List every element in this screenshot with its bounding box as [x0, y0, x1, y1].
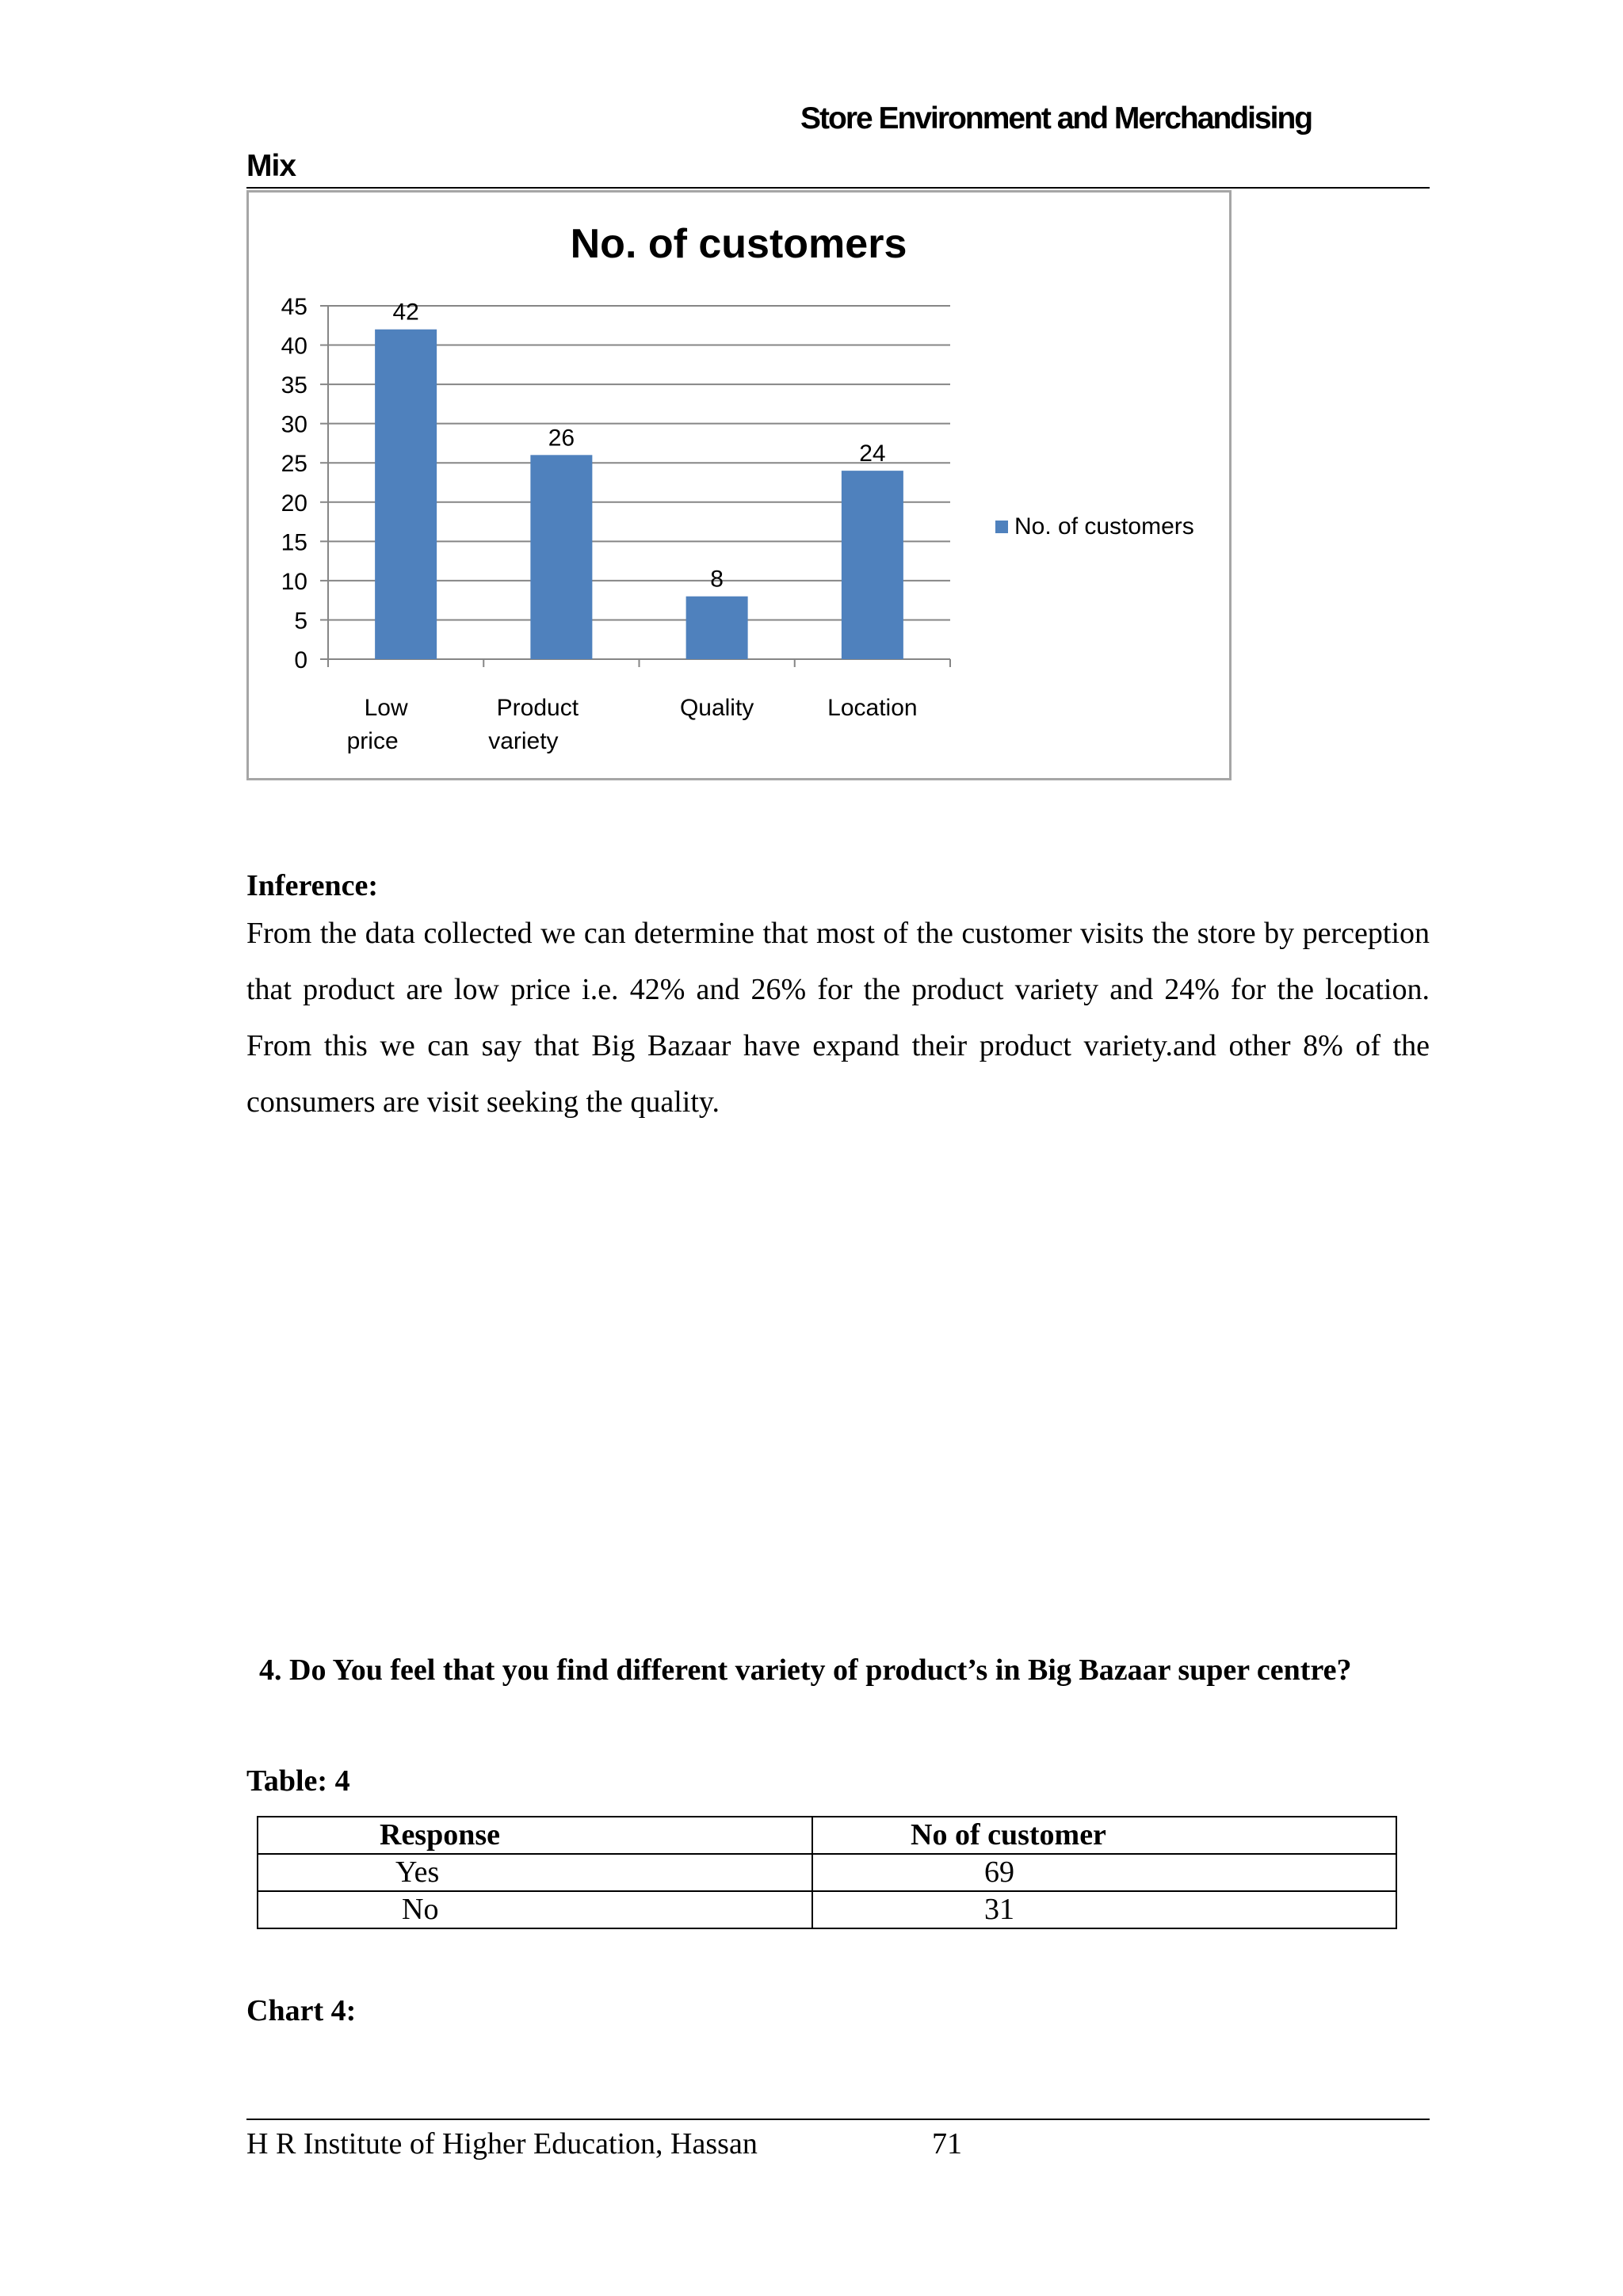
y-tick-label: 20: [281, 490, 307, 517]
table-row: [258, 1891, 1396, 1928]
chart-4-label: Chart 4:: [246, 1994, 357, 2027]
table-row: [258, 1854, 1396, 1891]
legend-label: No. of customers: [1014, 513, 1194, 540]
table-header-row: [258, 1817, 1396, 1854]
data-label: 8: [710, 566, 724, 593]
x-tick-label: variety: [488, 728, 559, 754]
running-header-continuation: Mix: [246, 149, 296, 183]
table-label: Table: 4: [246, 1764, 350, 1798]
bar-chart: [249, 193, 1229, 778]
data-label: 24: [859, 441, 886, 467]
running-header-title: Store Environment and Merchandising: [800, 101, 1312, 135]
table-cell: No: [258, 1891, 812, 1928]
table-cell: 31: [812, 1891, 1396, 1928]
bar: [530, 455, 592, 659]
x-tick-label: price: [346, 728, 399, 754]
footer-institute: H R Institute of Higher Education, Hassan: [246, 2127, 758, 2161]
x-tick-label: Product: [496, 695, 579, 721]
bar: [375, 330, 437, 659]
y-tick-label: 5: [294, 608, 307, 635]
data-label: 42: [392, 299, 419, 326]
page-number: 71: [932, 2127, 962, 2161]
y-tick-label: 0: [294, 647, 307, 673]
table-header-cell: Response: [258, 1817, 812, 1854]
table-header-cell: No of customer: [812, 1817, 1396, 1854]
y-tick-label: 35: [281, 372, 307, 399]
legend-swatch: [995, 521, 1008, 533]
x-tick-label: Low: [364, 695, 408, 721]
header-rule: [246, 187, 1430, 189]
y-tick-label: 30: [281, 411, 307, 438]
bar: [686, 597, 748, 659]
question-4: 4. Do You feel that you find different variety of product’s in Big Bazaar super centre?: [259, 1653, 1352, 1687]
bar: [842, 471, 903, 659]
inference-heading: Inference:: [246, 869, 379, 902]
chart-title: No. of customers: [570, 221, 907, 267]
x-tick-label: Quality: [679, 695, 754, 721]
y-tick-label: 40: [281, 333, 307, 360]
y-tick-label: 10: [281, 568, 307, 595]
x-tick-label: Location: [827, 695, 918, 721]
inference-paragraph: From the data collected we can determine that most of the customer visits the store by perception that product are low price i.e. 42% and 26% for the product variety and 24% for the location. From this we can say that Big Bazaar have expand their product variety.and other 8% of the consumers are visit seeking the quality.: [246, 917, 1430, 1119]
response-table: [257, 1816, 1397, 1929]
data-label: 26: [548, 425, 575, 452]
y-tick-label: 45: [281, 294, 307, 320]
bar-chart-frame: [246, 190, 1232, 780]
y-tick-label: 25: [281, 451, 307, 478]
table-cell: 69: [812, 1854, 1396, 1891]
y-tick-label: 15: [281, 529, 307, 556]
table-cell: Yes: [258, 1854, 812, 1891]
